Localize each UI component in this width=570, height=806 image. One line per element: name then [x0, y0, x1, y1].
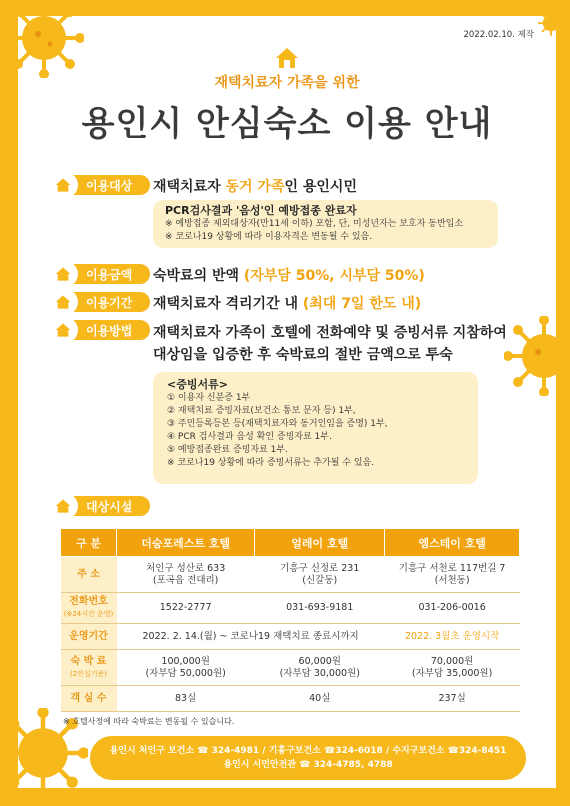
- house-icon: [274, 46, 300, 70]
- house-icon: [48, 316, 78, 344]
- house-icon: [48, 171, 78, 199]
- virus-icon: [536, 16, 556, 38]
- table-row-address: [61, 557, 520, 593]
- label-period: [50, 292, 150, 312]
- doc-item: ③ 주민등록등본 등(재택치료자와 동거인임을 증명) 1부,: [167, 419, 388, 429]
- label-facilities: [50, 496, 150, 516]
- table-row-period: [61, 624, 520, 650]
- facilities-table: [60, 528, 520, 712]
- phone-cell: 1522-2777: [117, 593, 255, 624]
- doc-item: ④ PCR 검사결과 음성 확인 증빙자료 1부.: [167, 432, 332, 442]
- method-line: 재택치료자 가족이 호텔에 전화예약 및 증빙서류 지참하여: [153, 325, 507, 341]
- table-header: 구 분: [61, 529, 117, 557]
- contact-line: 용인시 시민안전관 ☎ 324-4785, 4788: [223, 760, 393, 770]
- house-icon: [48, 260, 78, 288]
- table-header: 얼레이 호텔: [255, 529, 385, 557]
- period-cell: 2022. 3월초 운영시작: [385, 624, 520, 650]
- doc-item: ⑤ 예방접종완료 증빙자료 1부.: [167, 445, 288, 455]
- phone-cell: 031-693-9181: [255, 593, 385, 624]
- period-text: 재택치료자 격리기간 내 (최대 7일 한도 내): [153, 296, 422, 312]
- row-label: 숙 박 료 (2인실기준): [61, 650, 117, 686]
- poster-sheet: [18, 16, 556, 788]
- table-row-fee: [61, 650, 520, 686]
- row-label: 전화번호 (※24시간 운영): [61, 593, 117, 624]
- label-text: 이용대상: [86, 178, 133, 193]
- creation-date: 2022.02.10. 제작: [463, 30, 534, 40]
- target-text: 재택치료자 동거 가족인 용인시민: [153, 179, 357, 195]
- label-price: [50, 264, 150, 284]
- rooms-cell: 83실: [117, 686, 255, 712]
- doc-item: ② 재택치료 증빙자료(보건소 통보 문자 등) 1부,: [167, 406, 356, 416]
- poster-subtitle: 재택치료자 가족을 위한: [214, 75, 360, 91]
- period-cell: 2022. 2. 14.(월) ~ 코로나19 재택치료 종료시까지: [117, 624, 385, 650]
- note-title: PCR검사결과 '음성'인 예방접종 완료자: [165, 204, 357, 217]
- table-note: ※ 호텔사정에 따라 숙박료는 변동될 수 있습니다.: [63, 717, 235, 726]
- label-text: 이용금액: [86, 267, 133, 282]
- address-cell: 기흥구 서천로 117번길 7 (서천동): [385, 557, 520, 593]
- table-row-rooms: [61, 686, 520, 712]
- rooms-cell: 40실: [255, 686, 385, 712]
- row-label: 주 소: [61, 557, 117, 593]
- note-line: ※ 예방접종 제외대상자(만11세 이하) 포함, 단, 미성년자는 보호자 동반입소: [165, 219, 464, 229]
- address-cell: 기흥구 신정로 231 (신갈동): [255, 557, 385, 593]
- method-text: [153, 322, 553, 366]
- table-row-phone: [61, 593, 520, 624]
- poster-title: 용인시 안심숙소 이용 안내: [81, 104, 493, 144]
- note-line: ※ 코로나19 상황에 따라 이용자격은 변동될 수 있음.: [165, 232, 373, 242]
- virus-icon: [18, 16, 84, 78]
- contact-footer: [90, 736, 526, 780]
- docs-title: <증빙서류>: [167, 378, 228, 391]
- fee-cell: 60,000원 (자부담 30,000원): [255, 650, 385, 686]
- row-label: 운영기간: [61, 624, 117, 650]
- price-text: 숙박료의 반액 (자부담 50%, 시부담 50%): [153, 268, 425, 284]
- docs-note: [153, 372, 478, 484]
- label-text: 대상시설: [86, 499, 133, 514]
- doc-item: ① 이용자 신분증 1부: [167, 393, 251, 403]
- address-cell: 처인구 성산로 633 (포곡읍 전대리): [117, 557, 255, 593]
- contact-line: 용인시 처인구 보건소 ☎ 324-4981 / 기흥구보건소 ☎324-6018 / 수지구보건소 ☎324-8451: [109, 746, 507, 756]
- house-icon: [48, 288, 78, 316]
- house-icon: [48, 492, 78, 520]
- table-header: 더숨포레스트 호텔: [117, 529, 255, 557]
- label-text: 이용기간: [86, 295, 133, 310]
- target-note: [153, 200, 498, 248]
- label-target: [50, 175, 150, 195]
- fee-cell: 70,000원 (자부담 35,000원): [385, 650, 520, 686]
- label-text: 이용방법: [86, 323, 133, 338]
- rooms-cell: 237실: [385, 686, 520, 712]
- fee-cell: 100,000원 (자부담 50,000원): [117, 650, 255, 686]
- phone-cell: 031-206-0016: [385, 593, 520, 624]
- table-header: 엠스테이 호텔: [385, 529, 520, 557]
- row-label: 객 실 수: [61, 686, 117, 712]
- label-method: [50, 320, 150, 340]
- method-line: 대상임을 입증한 후 숙박료의 절반 금액으로 투숙: [153, 347, 453, 363]
- doc-item: ※ 코로나19 상황에 따라 증빙서류는 추가될 수 있음.: [167, 458, 375, 468]
